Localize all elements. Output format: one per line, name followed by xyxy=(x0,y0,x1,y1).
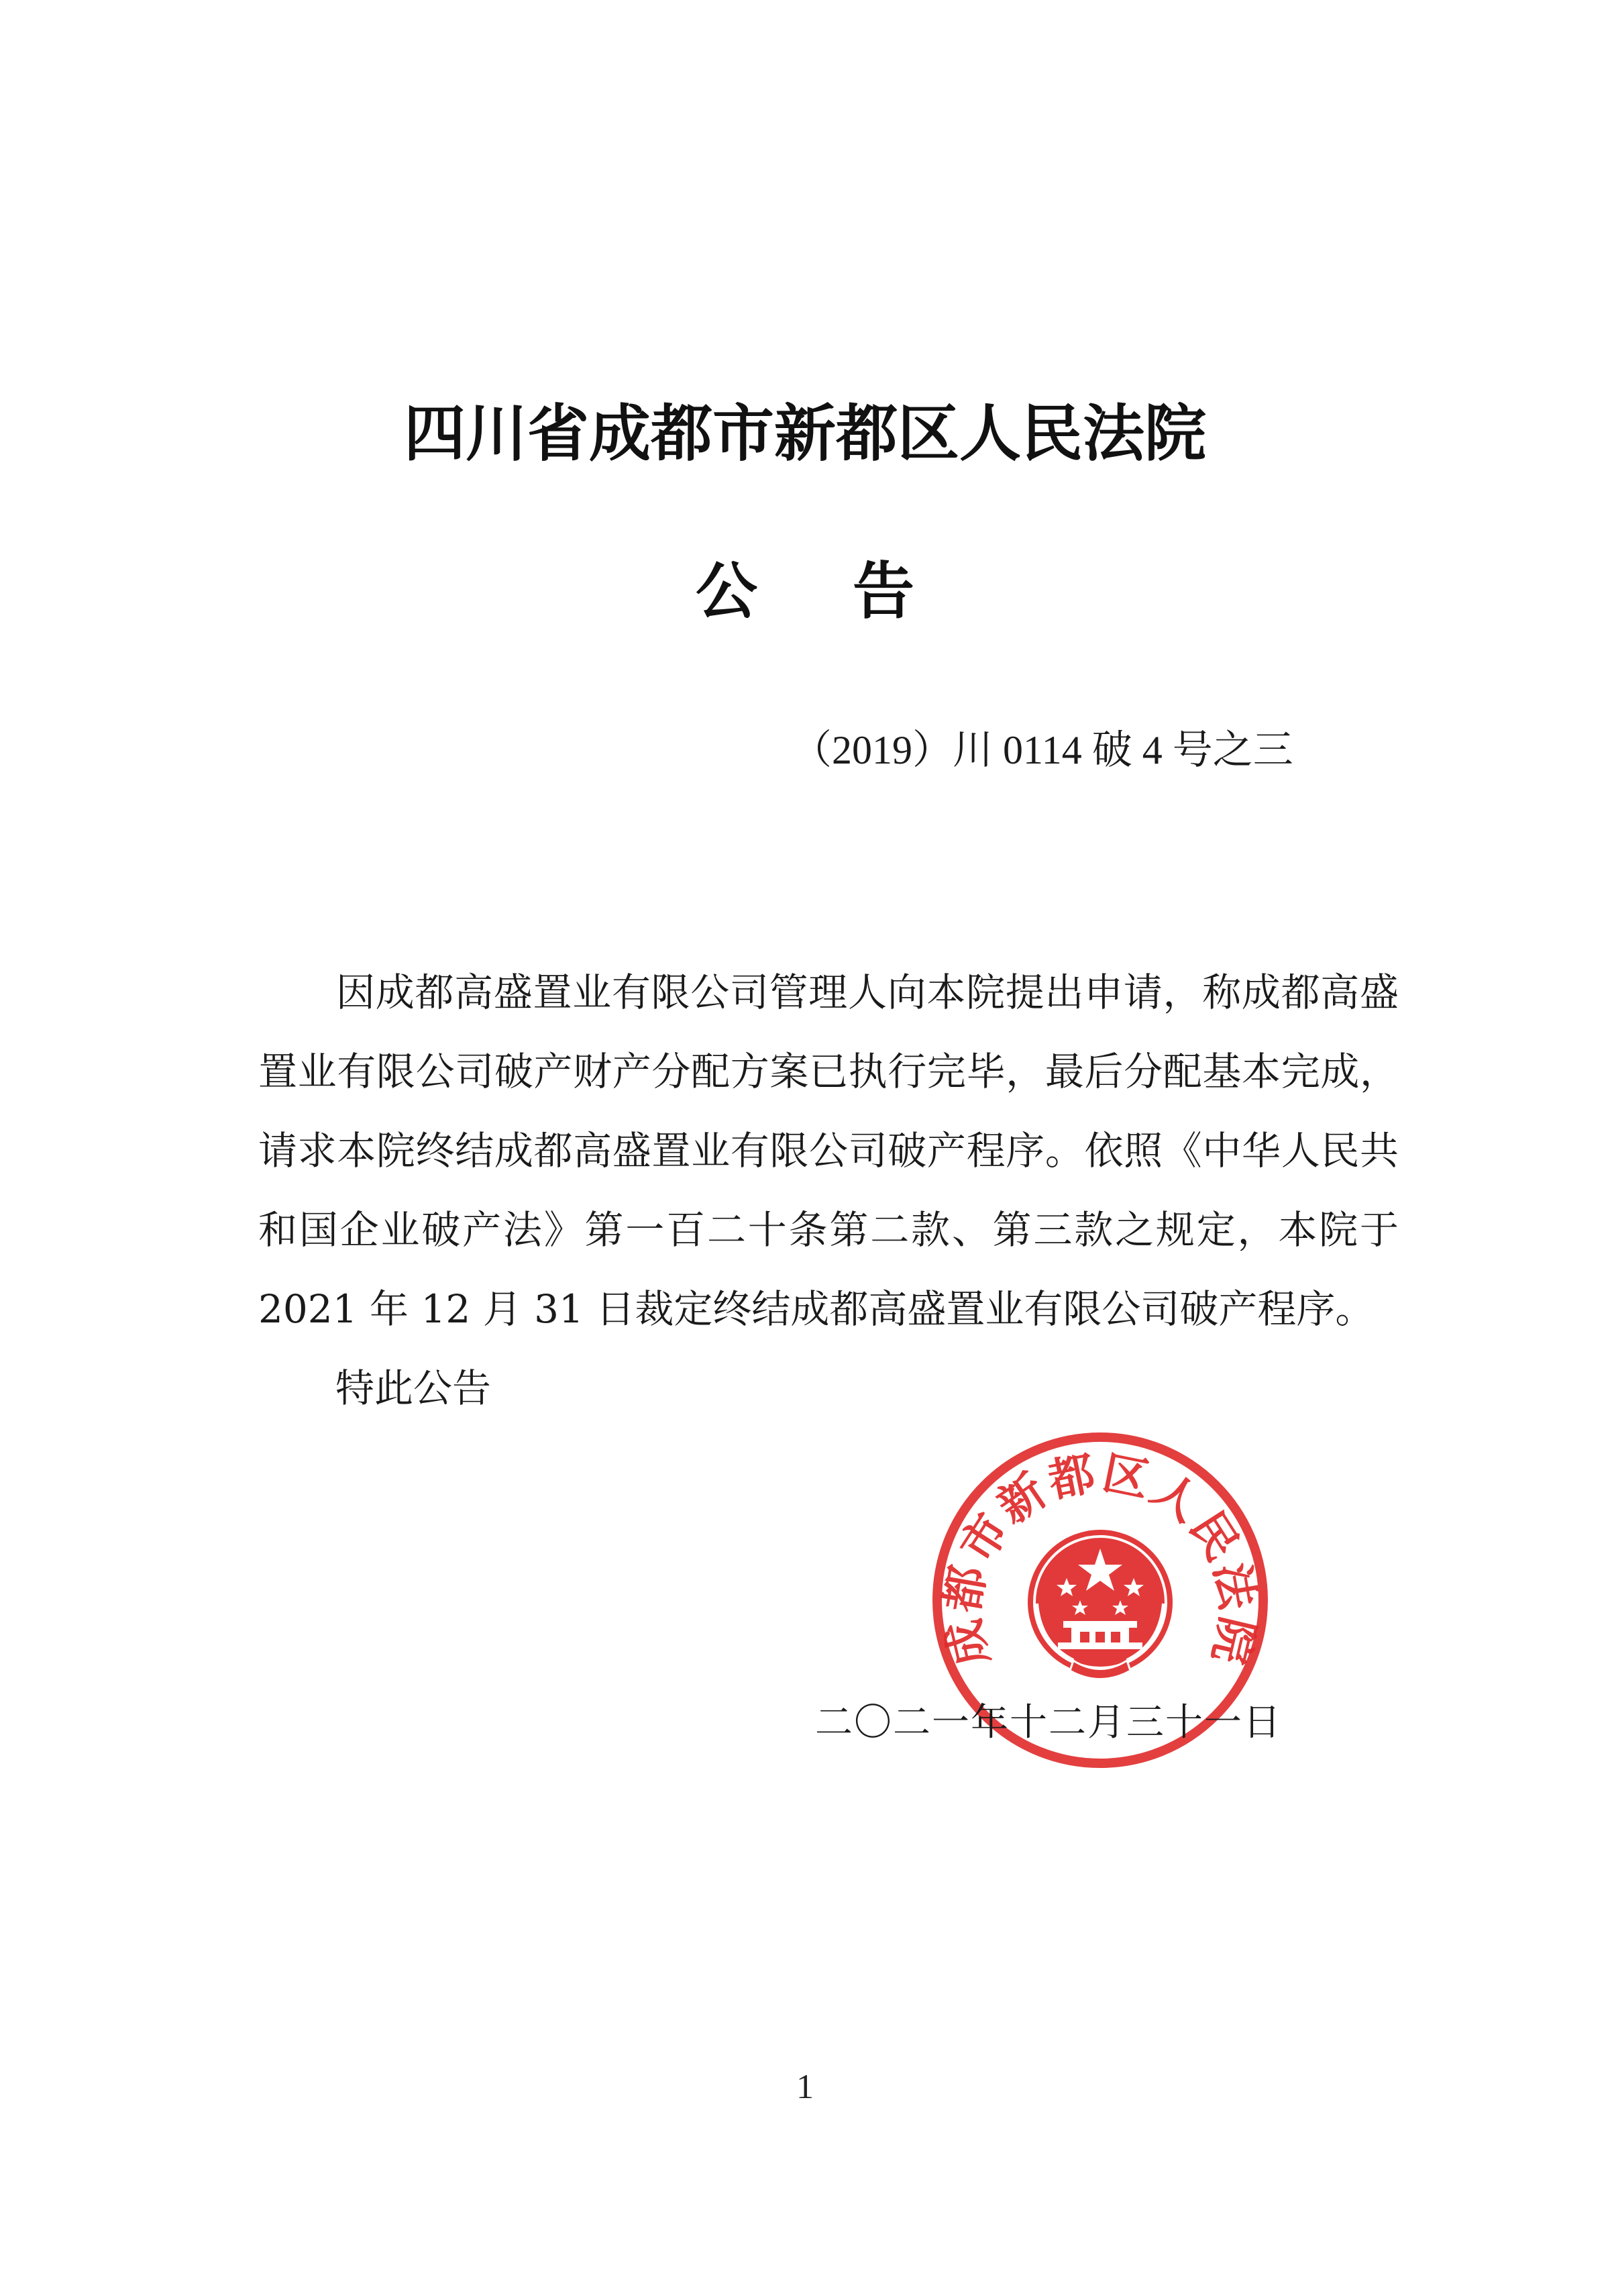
closing-phrase: 特此公告 xyxy=(335,1365,492,1411)
document-title: 公 告 xyxy=(695,555,915,627)
seal-text: 成都市新都区人民法院 xyxy=(935,1446,1265,1672)
page-number: 1 xyxy=(796,2068,814,2106)
national-emblem-icon xyxy=(1028,1530,1173,1679)
case-number: （2019）川 0114 破 4 号之三 xyxy=(792,728,1293,772)
issue-date: 二〇二一年十二月三十一日 xyxy=(815,1701,1282,1744)
court-name: 四川省成都市新都区人民法院 xyxy=(403,397,1206,470)
announcement-body: 因成都高盛置业有限公司管理人向本院提出申请，称成都高盛置业有限公司破产财产分配方案已执行完毕，最后分配基本完成，请求本院终结成都高盛置业有限公司破产程序。依照《中华人民共和国企业破产法》第一百二十条第二款、第三款之规定，本院于 2021 年 12 月 31 日裁定终结成都高盛置业有限公司破产程序。 xyxy=(258,970,1399,1332)
